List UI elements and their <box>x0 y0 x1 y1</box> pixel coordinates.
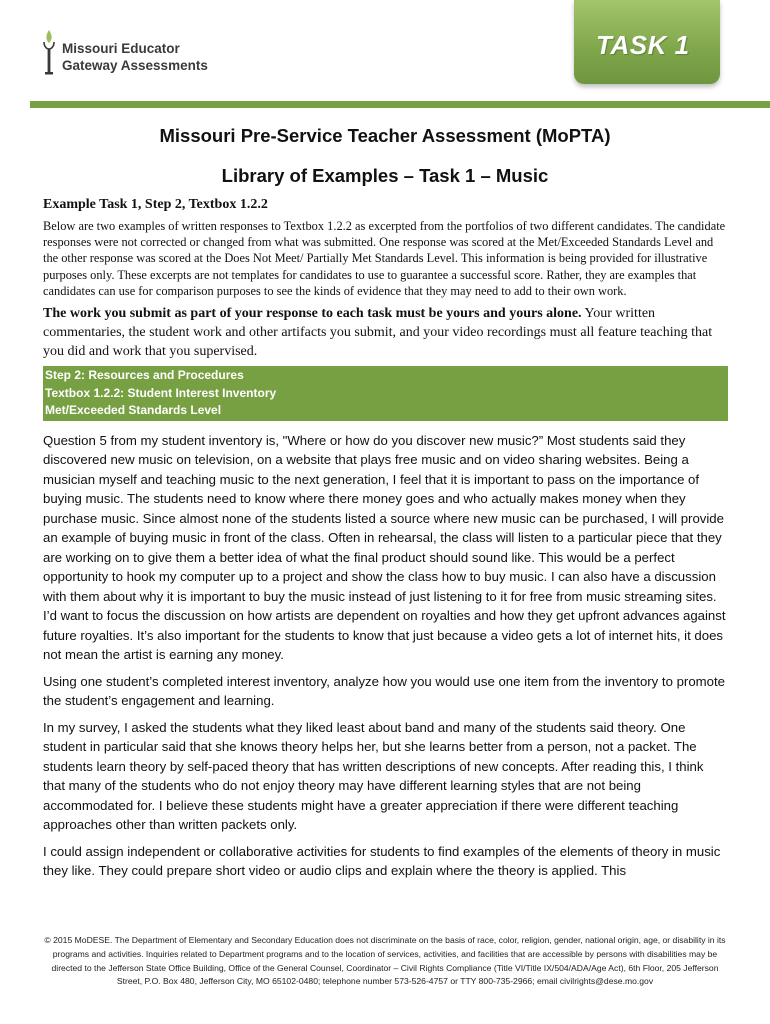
response-paragraph: In my survey, I asked the students what they liked least about band and many of the students said theory. One student in particular said that she knows theory helps her, but she learns better from a person, not a packet. The students learn theory by self-paced theory that has written descriptions of new concepts. After reading this, I think that many of the students who do not enjoy theory may have different learning styles that are not being accommodated for. I believe these students might have a greater appreciation if there were different teaching approaches other than written packets only. <box>43 719 704 833</box>
textbox-header <box>43 366 728 421</box>
textbox-label: Textbox 1.2.2: Student Interest Inventory <box>45 385 277 400</box>
response-paragraph: I could assign independent or collaborative activities for students to find examples of the elements of theory in music they like. They could prepare short video or audio clips and explain where the theory is applied. This <box>43 843 721 879</box>
logo-line-1: Missouri Educator <box>62 41 180 56</box>
torch-icon <box>40 28 58 78</box>
task-label: TASK 1 <box>596 30 690 60</box>
task-tab <box>574 0 720 84</box>
header-rule <box>30 101 770 108</box>
work-notice-rest: Your written commentaries, the student work and other artifacts you submit, and your video recordings must all feature teaching that you did and work that you supervised. <box>43 306 713 360</box>
page-header <box>0 0 770 112</box>
work-notice <box>43 304 728 361</box>
logo-line-2: Gateway Assessments <box>62 58 208 73</box>
intro-paragraph: Below are two examples of written responses to Textbox 1.2.2 as excerpted from the portfolios of two different candidates. The candidate responses were not corrected or changed from what was submitted. One response was scored at the Met/Exceeded Standards Level and the other response was scored at the Does Not Meet/ Partially Met Standards Level. This information is being provided for illustrative purposes only. These excerpts are not templates for candidates to use to guarantee a successful score. Rather, they are examples that candidates can use for comparison purposes to see the kinds of evidence that they may need to add to their own work. <box>43 219 726 298</box>
response-paragraph: Using one student’s completed interest inventory, analyze how you would use one item from the inventory to promote the student’s engagement and learning. <box>43 673 725 709</box>
title-block <box>0 120 770 188</box>
page-title: Missouri Pre-Service Teacher Assessment (MoPTA) <box>159 125 611 146</box>
copyright-footer: © 2015 MoDESE. The Department of Elementary and Secondary Education does not discriminate on the basis of race, color, religion, gender, national origin, age, or disability in its programs and activities. Inquiries related to Department programs and to the location of services, activities, and facilities that are accessible by persons with disabilities may be directed to the Jefferson State Office Building, Office of the General Counsel, Coordinator – Civil Rights Compliance (Title VI/Title IX/504/ADA/Age Act), 6th Floor, 205 Jefferson Street, P.O. Box 480, Jefferson City, MO 65102-0480; telephone number 573-526-4757 or TTY 800-735-2966; email civilrights@dese.mo.gov <box>44 935 726 987</box>
mega-logo <box>40 28 260 78</box>
response-paragraph: Question 5 from my student inventory is, "Where or how do you discover new music?” Most students said they discovered new music on television, on a website that plays free music and on video sharing websites. Being a musician myself and teaching music to the next generation, I feel that it is important to pass on the importance of buying music. The students need to know where there money goes and who actually makes money when they purchase music. Since almost none of the students listed a source where new music can be purchased, I will provide an example of buying music in front of the class. Often in rehearsal, the class will listen to a particular piece that they are working on to give them a better idea of what the final product should sound like. This would be a perfect opportunity to hook my computer up to a project and show the class how to buy music. I can also have a discussion with them about why it is important to buy the music instead of just listening to it for free from music streaming sites. I’d want to focus the discussion on how artists are dependent on royalties and how they get upfront advances against future royalties. It’s also important for the students to know that just because a video gets a lot of internet hits, it does not mean the artist is earning any money. <box>43 432 726 663</box>
response-body <box>43 421 728 889</box>
example-heading: Example Task 1, Step 2, Textbox 1.2.2 <box>43 197 268 212</box>
step-label: Step 2: Resources and Procedures <box>45 368 244 383</box>
main-content <box>43 196 728 889</box>
score-level-label: Met/Exceeded Standards Level <box>45 403 222 418</box>
page-subtitle: Library of Examples – Task 1 – Music <box>221 165 549 186</box>
work-notice-bold: The work you submit as part of your response to each task must be yours and yours alone. <box>43 306 582 322</box>
